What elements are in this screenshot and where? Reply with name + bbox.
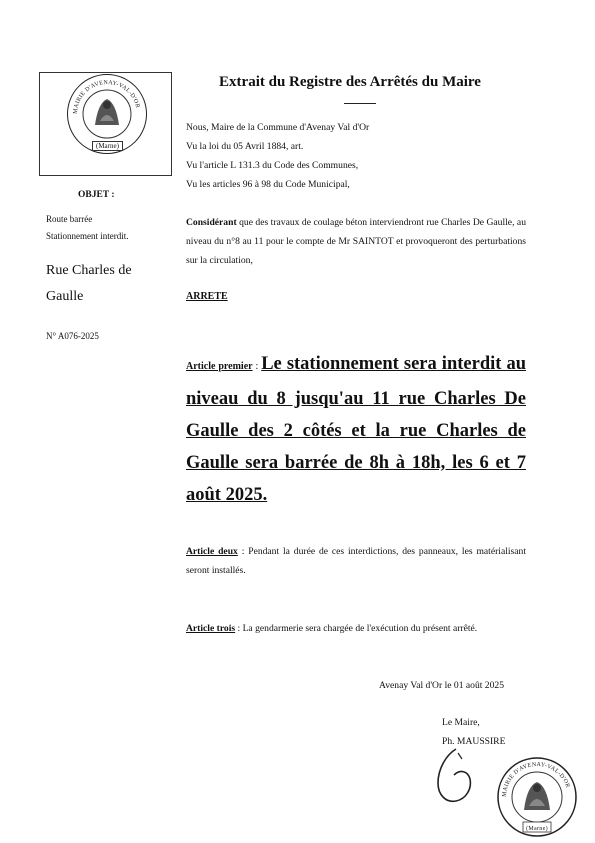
- preamble-line-4: Vu les articles 96 à 98 du Code Municipal,: [186, 179, 350, 190]
- signatory-role: Le Maire,: [442, 717, 480, 728]
- stamp-graphic: [496, 756, 578, 838]
- objet-label: OBJET :: [78, 190, 115, 200]
- objet-line-1: Route barrée: [46, 214, 93, 224]
- seal-box: [39, 72, 172, 176]
- preamble-line-1: Nous, Maire de la Commune d'Avenay Val d'Or: [186, 122, 370, 133]
- arrete-heading: ARRETE: [186, 291, 228, 302]
- stamp-ring-text: MAIRIE D'AVENAY-VAL-D'OR: [501, 761, 571, 798]
- article-trois: [186, 619, 531, 638]
- objet-line-2: Stationnement interdit.: [46, 231, 129, 241]
- signature: [432, 745, 478, 807]
- signatory-name: Ph. MAUSSIRE: [442, 736, 506, 747]
- preamble-line-3: Vu l'article L 131.3 du Code des Communes,: [186, 160, 359, 171]
- article-premier-label: Article premier: [186, 361, 253, 372]
- mairie-stamp: [496, 756, 578, 838]
- article-deux-text: : Pendant la durée de ces interdictions, des panneaux, les matérialisant seront installés.: [186, 546, 526, 576]
- preamble-line-2: Vu la loi du 05 Avril 1884, art.: [186, 141, 304, 152]
- article-deux: [186, 542, 526, 580]
- article-premier: [186, 348, 526, 511]
- article-premier-sep: :: [252, 361, 262, 372]
- page-title: Extrait du Registre des Arrêtés du Maire: [219, 74, 481, 90]
- street-line-2: Gaulle: [46, 289, 84, 304]
- title-divider: [344, 103, 376, 104]
- stamp-dept: (Marne): [526, 826, 548, 832]
- arrete-number: N° A076-2025: [46, 331, 99, 341]
- considerant-label: Considérant: [186, 217, 237, 228]
- article-trois-text: : La gendarmerie sera chargée de l'exécution du présent arrêté.: [235, 623, 478, 634]
- article-trois-label: Article trois: [186, 623, 236, 634]
- place-date: Avenay Val d'Or le 01 août 2025: [379, 680, 504, 691]
- considerant-text: que des travaux de coulage béton interviendront rue Charles De Gaulle, au niveau du n°8 au 11 pour le compte de Mr SAINTOT et provoqueront des perturbations sur la circulation,: [186, 217, 526, 266]
- seal-ring-text: MAIRIE D'AVENAY-VAL-D'OR: [72, 79, 141, 115]
- considerant-paragraph: [186, 213, 526, 270]
- preamble: [186, 118, 526, 194]
- article-deux-label: Article deux: [186, 546, 238, 557]
- article-premier-text: Le stationnement sera interdit au niveau du 8 jusqu'au 11 rue Charles De Gaulle des 2 côtés et la rue Charles de Gaulle sera barrée de 8h à 18h, les 6 et 7 août 2025.: [186, 354, 526, 505]
- seal-dept: (Marne): [92, 141, 123, 151]
- street-line-1: Rue Charles de: [46, 263, 132, 278]
